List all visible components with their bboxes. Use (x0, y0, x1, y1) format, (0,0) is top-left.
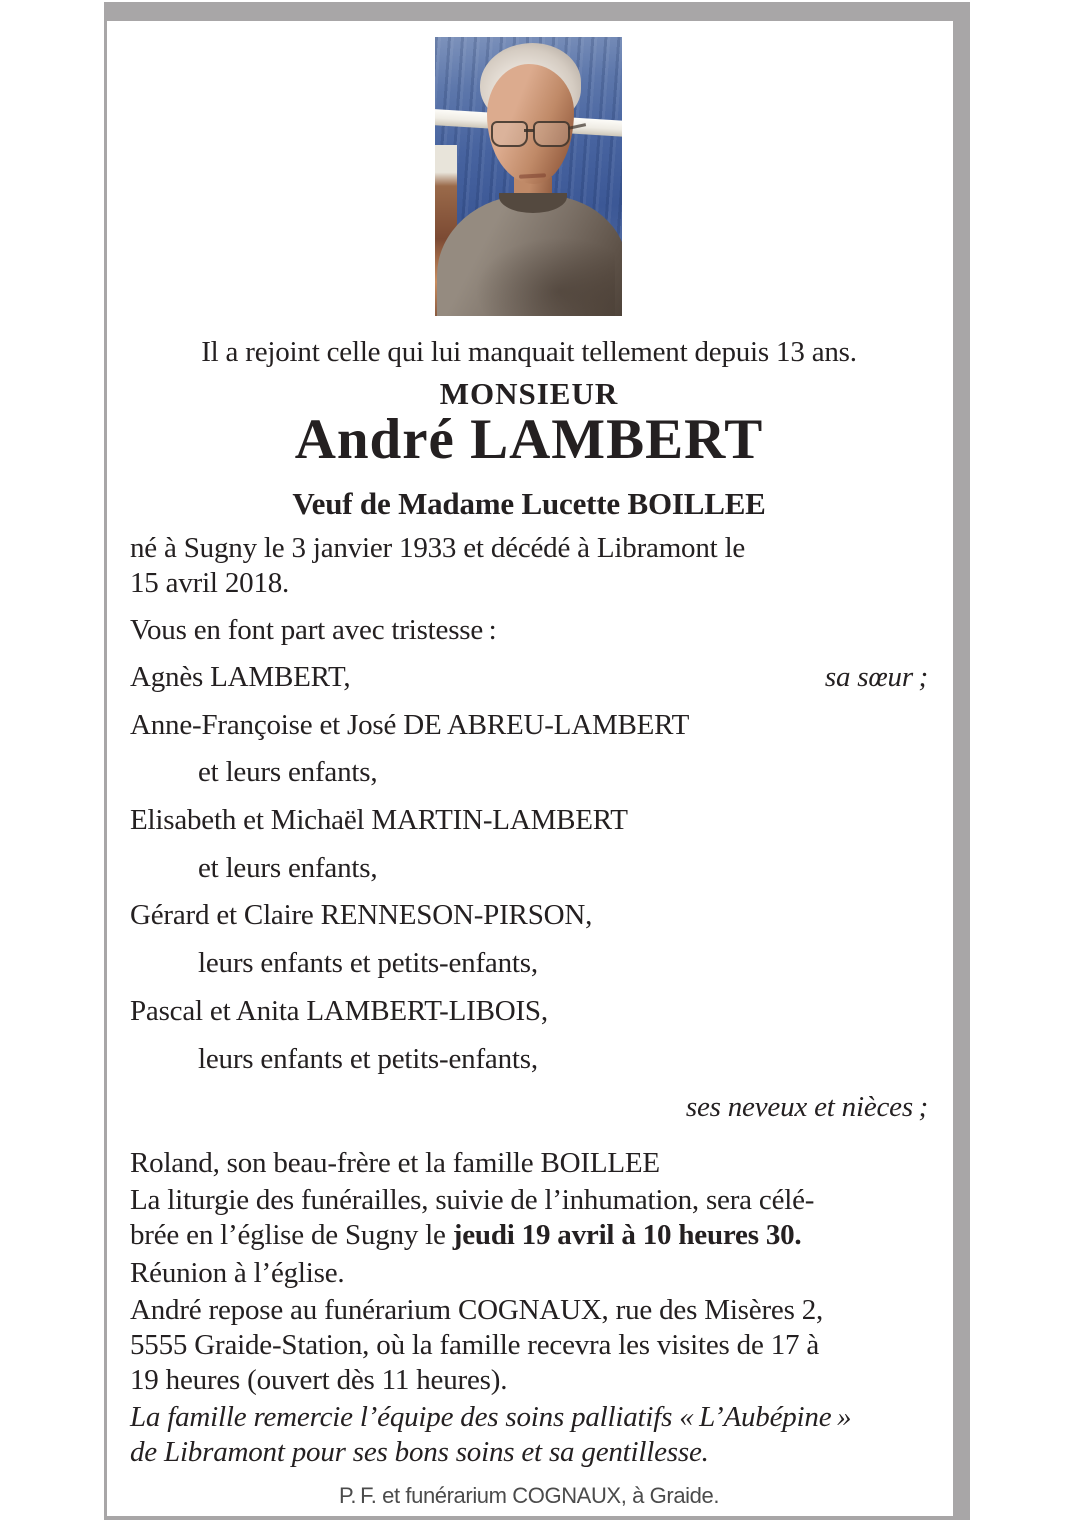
visitation-line-2: 5555 Graide-Station, où la famille recevra les visites de 17 à (130, 1329, 820, 1361)
civility-title: MONSIEUR (439, 376, 619, 411)
glasses-right-lens (533, 121, 570, 147)
family-couple2-children: et leurs enfants, (198, 852, 378, 884)
deceased-name: André LAMBERT (294, 408, 764, 471)
family-nephews: ses neveux et nièces ; (685, 1091, 928, 1123)
funeral-home-footer: P. F. et funérarium COGNAUX, à Graide. (338, 1483, 720, 1508)
intro-line: Il a rejoint celle qui lui manquait tellement depuis 13 ans. (201, 336, 857, 368)
ceremony-line-2 (130, 1220, 928, 1251)
notice-content (107, 21, 953, 1516)
family-sister-name: Agnès LAMBERT, (130, 661, 351, 693)
glasses-left-lens (491, 121, 528, 147)
family-inlaw: Roland, son beau-frère et la famille BOILLEE (130, 1147, 660, 1179)
announcement-line: Vous en font part avec tristesse : (130, 614, 497, 646)
visitation-line-3: 19 heures (ouvert dès 11 heures). (130, 1364, 508, 1396)
notice-frame (104, 2, 970, 1520)
ceremony-line-3: Réunion à l’église. (130, 1257, 345, 1289)
ceremony-line-1: La liturgie des funérailles, suivie de l’inhumation, sera célé- (130, 1184, 815, 1216)
visitation-line-1: André repose au funérarium COGNAUX, rue des Misères 2, (130, 1294, 824, 1326)
family-couple2: Elisabeth et Michaël MARTIN-LAMBERT (130, 804, 628, 836)
thanks-line-2: de Libramont pour ses bons soins et sa gentillesse. (130, 1436, 709, 1468)
family-couple1: Anne-Françoise et José DE ABREU-LAMBERT (130, 709, 690, 741)
glasses-bridge (524, 129, 534, 132)
family-sister-relation: sa sœur ; (824, 661, 928, 693)
thanks-line-1: La famille remercie l’équipe des soins palliatifs « L’Aubépine » (130, 1401, 852, 1433)
ceremony-line-2-normal: brée en l’église de Sugny le (130, 1219, 453, 1251)
family-sister-row (130, 662, 928, 693)
widower-line: Veuf de Madame Lucette BOILLEE (292, 486, 766, 521)
family-couple1-children: et leurs enfants, (198, 756, 378, 788)
family-couple3: Gérard et Claire RENNESON-PIRSON, (130, 899, 593, 931)
family-couple4: Pascal et Anita LAMBERT-LIBOIS, (130, 995, 548, 1027)
family-couple4-children: leurs enfants et petits-enfants, (198, 1043, 538, 1075)
shirt-shadow (475, 237, 615, 316)
family-couple3-children: leurs enfants et petits-enfants, (198, 947, 538, 979)
birth-death-line-1: né à Sugny le 3 janvier 1933 et décédé à Libramont le (130, 532, 746, 564)
birth-death-line-2: 15 avril 2018. (130, 567, 290, 599)
ceremony-date-time: jeudi 19 avril à 10 heures 30. (452, 1219, 802, 1251)
deceased-photo (435, 37, 622, 316)
